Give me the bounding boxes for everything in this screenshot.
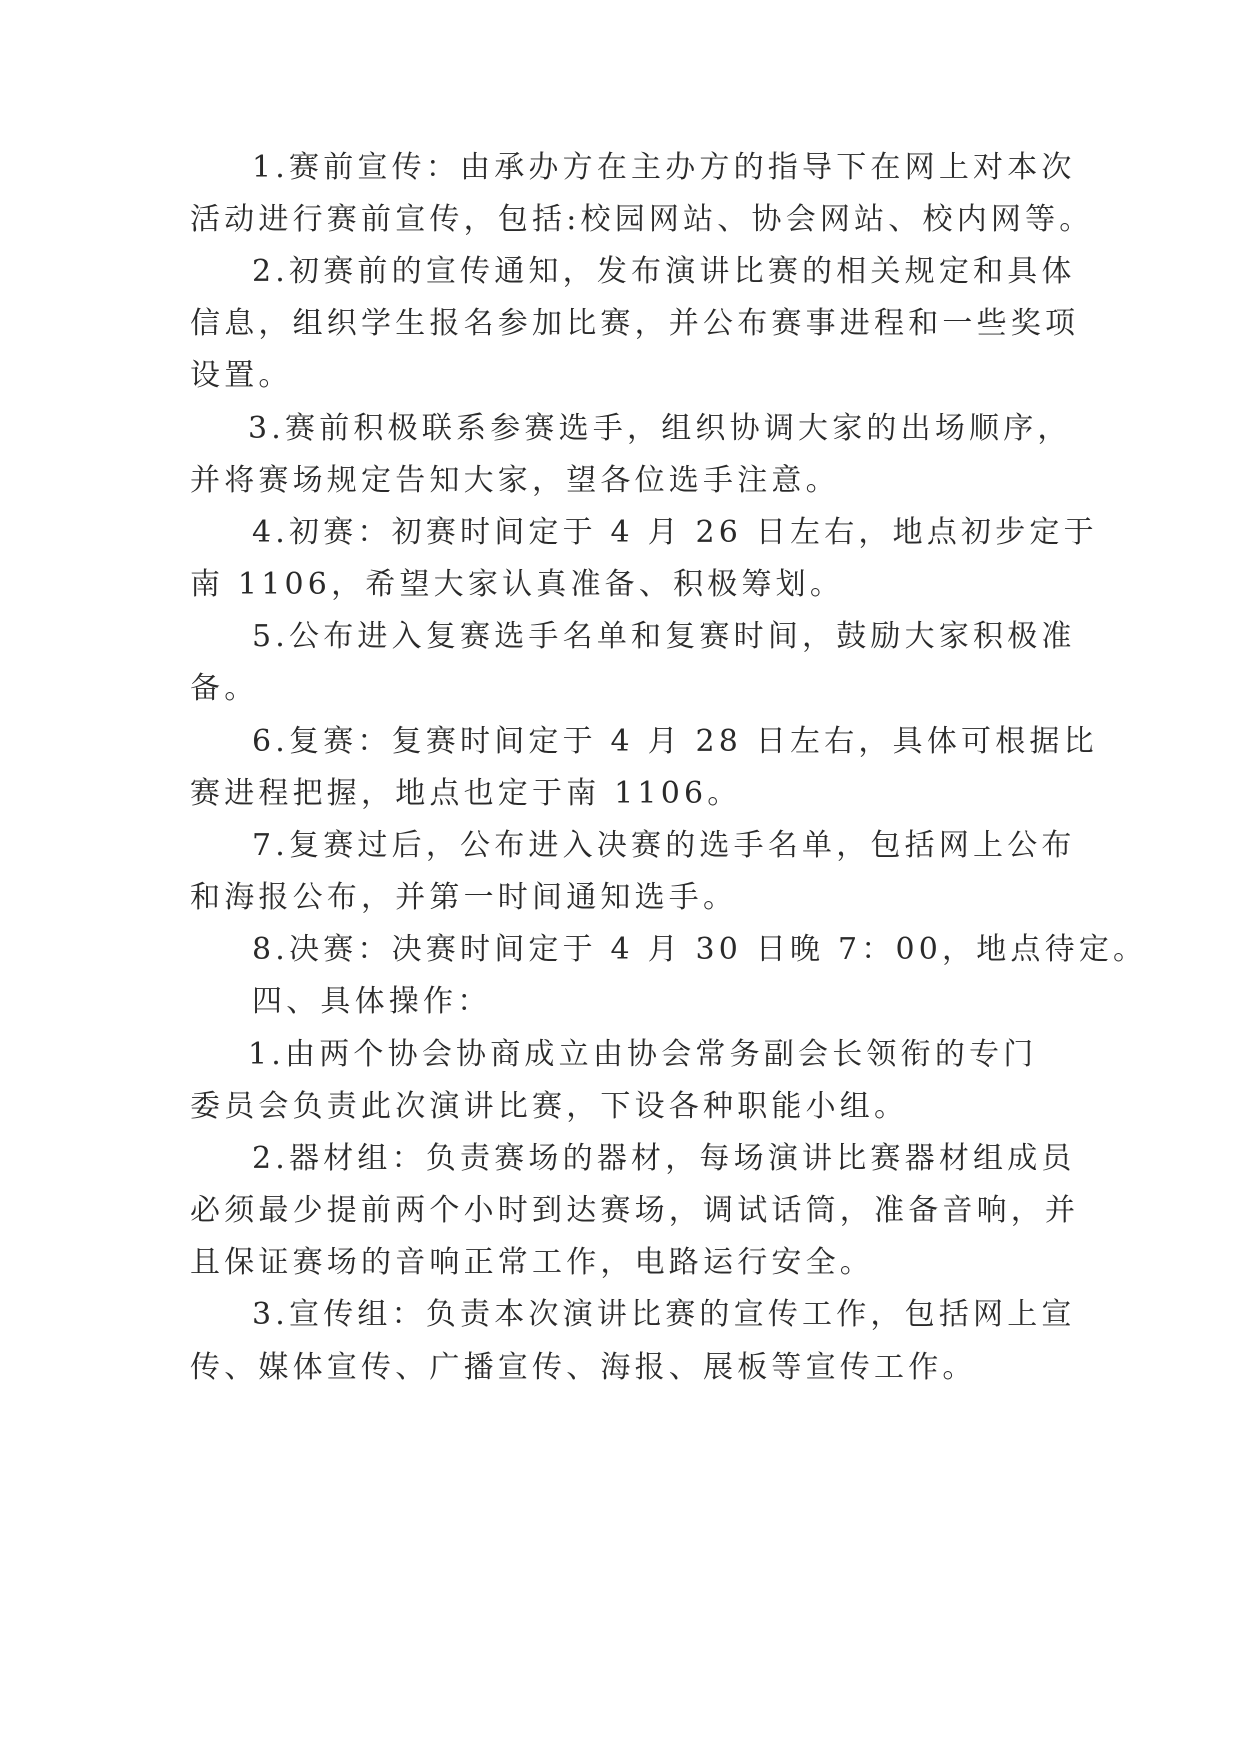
text-line: 7.复赛过后，公布进入决赛的选手名单，包括网上公布 [252, 828, 1076, 863]
text-line: 3.赛前积极联系参赛选手，组织协调大家的出场顺序， [248, 411, 1072, 446]
text-line: 信息，组织学生报名参加比赛，并公布赛事进程和一些奖项 [190, 306, 1080, 341]
text-line: 并将赛场规定告知大家，望各位选手注意。 [190, 463, 840, 498]
text-line: 1.由两个协会协商成立由协会常务副会长领衔的专门 [248, 1037, 1038, 1072]
section-heading: 四、具体操作： [252, 984, 492, 1019]
text-line: 活动进行赛前宣传，包括:校园网站、协会网站、校内网等。 [190, 202, 1094, 237]
text-line: 1.赛前宣传：由承办方在主办方的指导下在网上对本次 [252, 150, 1076, 185]
text-line: 赛进程把握，地点也定于南 1106。 [190, 776, 742, 811]
text-line: 4.初赛：初赛时间定于 4 月 26 日左右，地点初步定于 [252, 515, 1098, 550]
text-line: 和海报公布，并第一时间通知选手。 [190, 880, 738, 915]
text-line: 委员会负责此次演讲比赛，下设各种职能小组。 [190, 1089, 909, 1124]
text-line: 2.器材组：负责赛场的器材，每场演讲比赛器材组成员 [252, 1141, 1076, 1176]
text-line: 南 1106，希望大家认真准备、积极筹划。 [190, 567, 845, 602]
text-line: 2.初赛前的宣传通知，发布演讲比赛的相关规定和具体 [252, 254, 1076, 289]
text-line: 备。 [190, 671, 259, 706]
text-line: 传、媒体宣传、广播宣传、海报、展板等宣传工作。 [190, 1350, 977, 1385]
text-line: 8.决赛：决赛时间定于 4 月 30 日晚 7：00，地点待定。 [252, 932, 1148, 967]
text-line: 5.公布进入复赛选手名单和复赛时间，鼓励大家积极准 [252, 619, 1076, 654]
text-line: 设置。 [190, 358, 293, 393]
text-line: 且保证赛场的音响正常工作，电路运行安全。 [190, 1245, 874, 1280]
text-line: 3.宣传组：负责本次演讲比赛的宣传工作，包括网上宣 [252, 1297, 1076, 1332]
text-line: 必须最少提前两个小时到达赛场，调试话筒，准备音响，并 [190, 1193, 1080, 1228]
text-line: 6.复赛：复赛时间定于 4 月 28 日左右，具体可根据比 [252, 724, 1098, 759]
